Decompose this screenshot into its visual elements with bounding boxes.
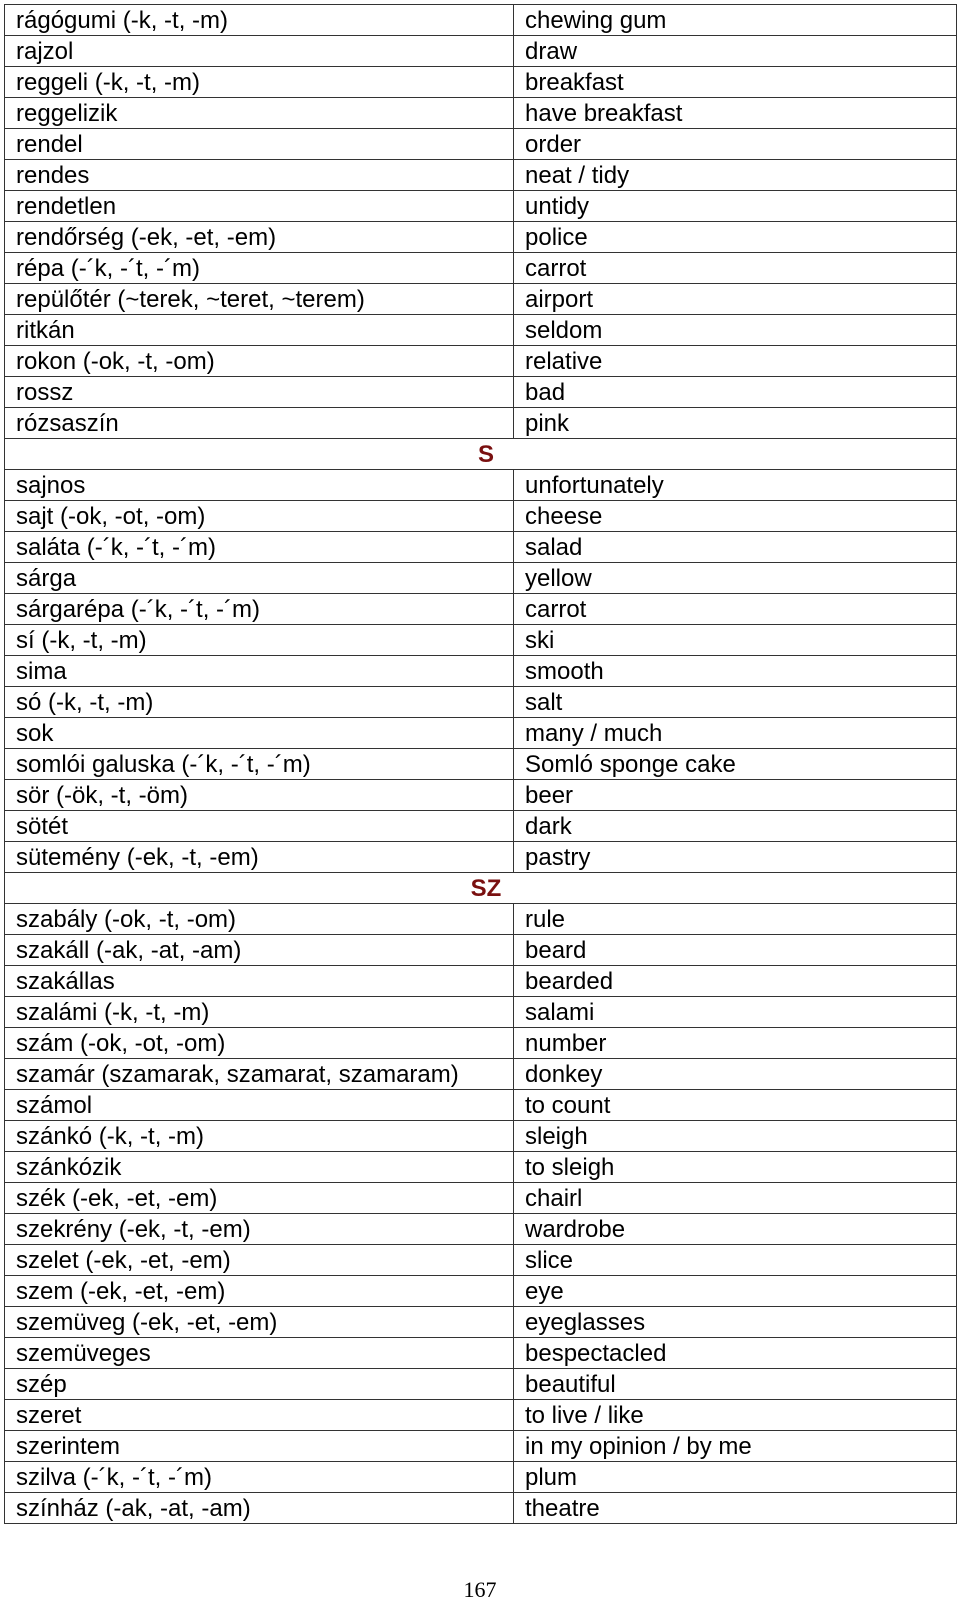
english-translation: cheese bbox=[514, 501, 957, 532]
vocab-row bbox=[5, 687, 957, 718]
vocab-row bbox=[5, 501, 957, 532]
english-translation: donkey bbox=[514, 1059, 957, 1090]
vocab-row bbox=[5, 1338, 957, 1369]
vocab-row bbox=[5, 842, 957, 873]
hungarian-term: sütemény (-ek, -t, -em) bbox=[5, 842, 514, 873]
vocab-row bbox=[5, 377, 957, 408]
vocab-row bbox=[5, 1493, 957, 1524]
vocab-row bbox=[5, 315, 957, 346]
hungarian-term: sí (-k, -t, -m) bbox=[5, 625, 514, 656]
vocab-row bbox=[5, 222, 957, 253]
hungarian-term: szakáll (-ak, -at, -am) bbox=[5, 935, 514, 966]
vocab-row bbox=[5, 346, 957, 377]
vocab-row bbox=[5, 811, 957, 842]
vocab-row bbox=[5, 563, 957, 594]
english-translation: have breakfast bbox=[514, 98, 957, 129]
english-translation: rule bbox=[514, 904, 957, 935]
hungarian-term: rendőrség (-ek, -et, -em) bbox=[5, 222, 514, 253]
vocab-row bbox=[5, 1090, 957, 1121]
english-translation: to sleigh bbox=[514, 1152, 957, 1183]
vocab-row bbox=[5, 904, 957, 935]
english-translation: chairl bbox=[514, 1183, 957, 1214]
hungarian-term: rendetlen bbox=[5, 191, 514, 222]
english-translation: to live / like bbox=[514, 1400, 957, 1431]
english-translation: salad bbox=[514, 532, 957, 563]
english-translation: bad bbox=[514, 377, 957, 408]
hungarian-term: szánkózik bbox=[5, 1152, 514, 1183]
english-translation: dark bbox=[514, 811, 957, 842]
hungarian-term: sok bbox=[5, 718, 514, 749]
vocab-row bbox=[5, 1183, 957, 1214]
english-translation: Somló sponge cake bbox=[514, 749, 957, 780]
hungarian-term: rágógumi (-k, -t, -m) bbox=[5, 5, 514, 36]
english-translation: many / much bbox=[514, 718, 957, 749]
english-translation: breakfast bbox=[514, 67, 957, 98]
hungarian-term: színház (-ak, -at, -am) bbox=[5, 1493, 514, 1524]
hungarian-term: sajnos bbox=[5, 470, 514, 501]
hungarian-term: rendel bbox=[5, 129, 514, 160]
vocabulary-table bbox=[4, 4, 957, 1524]
english-translation: airport bbox=[514, 284, 957, 315]
hungarian-term: rokon (-ok, -t, -om) bbox=[5, 346, 514, 377]
hungarian-term: szép bbox=[5, 1369, 514, 1400]
vocab-row bbox=[5, 1121, 957, 1152]
vocab-row bbox=[5, 470, 957, 501]
english-translation: salami bbox=[514, 997, 957, 1028]
vocabulary-table-body bbox=[5, 5, 957, 1524]
hungarian-term: rózsaszín bbox=[5, 408, 514, 439]
vocab-row bbox=[5, 1307, 957, 1338]
english-translation: slice bbox=[514, 1245, 957, 1276]
english-translation: chewing gum bbox=[514, 5, 957, 36]
hungarian-term: só (-k, -t, -m) bbox=[5, 687, 514, 718]
hungarian-term: szám (-ok, -ot, -om) bbox=[5, 1028, 514, 1059]
vocab-row bbox=[5, 1431, 957, 1462]
hungarian-term: szalámi (-k, -t, -m) bbox=[5, 997, 514, 1028]
vocab-row bbox=[5, 997, 957, 1028]
english-translation: eye bbox=[514, 1276, 957, 1307]
section-header-row bbox=[5, 873, 957, 904]
english-translation: bespectacled bbox=[514, 1338, 957, 1369]
hungarian-term: sötét bbox=[5, 811, 514, 842]
vocab-row bbox=[5, 532, 957, 563]
hungarian-term: szék (-ek, -et, -em) bbox=[5, 1183, 514, 1214]
vocab-row bbox=[5, 718, 957, 749]
english-translation: smooth bbox=[514, 656, 957, 687]
vocab-row bbox=[5, 408, 957, 439]
vocab-row bbox=[5, 1400, 957, 1431]
vocab-row bbox=[5, 253, 957, 284]
english-translation: neat / tidy bbox=[514, 160, 957, 191]
hungarian-term: szemüveges bbox=[5, 1338, 514, 1369]
hungarian-term: répa (-´k, -´t, -´m) bbox=[5, 253, 514, 284]
english-translation: bearded bbox=[514, 966, 957, 997]
english-translation: beautiful bbox=[514, 1369, 957, 1400]
vocab-row bbox=[5, 129, 957, 160]
hungarian-term: szánkó (-k, -t, -m) bbox=[5, 1121, 514, 1152]
english-translation: sleigh bbox=[514, 1121, 957, 1152]
english-translation: seldom bbox=[514, 315, 957, 346]
hungarian-term: szeret bbox=[5, 1400, 514, 1431]
section-header-row bbox=[5, 439, 957, 470]
english-translation: beer bbox=[514, 780, 957, 811]
hungarian-term: sárgarépa (-´k, -´t, -´m) bbox=[5, 594, 514, 625]
english-translation: number bbox=[514, 1028, 957, 1059]
hungarian-term: sárga bbox=[5, 563, 514, 594]
hungarian-term: sima bbox=[5, 656, 514, 687]
section-letter: SZ bbox=[5, 873, 957, 904]
english-translation: relative bbox=[514, 346, 957, 377]
english-translation: untidy bbox=[514, 191, 957, 222]
hungarian-term: ritkán bbox=[5, 315, 514, 346]
hungarian-term: rossz bbox=[5, 377, 514, 408]
hungarian-term: szakállas bbox=[5, 966, 514, 997]
vocab-row bbox=[5, 1276, 957, 1307]
hungarian-term: szekrény (-ek, -t, -em) bbox=[5, 1214, 514, 1245]
english-translation: pastry bbox=[514, 842, 957, 873]
english-translation: eyeglasses bbox=[514, 1307, 957, 1338]
english-translation: draw bbox=[514, 36, 957, 67]
english-translation: beard bbox=[514, 935, 957, 966]
hungarian-term: szem (-ek, -et, -em) bbox=[5, 1276, 514, 1307]
hungarian-term: sör (-ök, -t, -öm) bbox=[5, 780, 514, 811]
vocab-row bbox=[5, 36, 957, 67]
hungarian-term: repülőtér (~terek, ~teret, ~terem) bbox=[5, 284, 514, 315]
english-translation: police bbox=[514, 222, 957, 253]
hungarian-term: saláta (-´k, -´t, -´m) bbox=[5, 532, 514, 563]
vocab-row bbox=[5, 1059, 957, 1090]
hungarian-term: rendes bbox=[5, 160, 514, 191]
hungarian-term: rajzol bbox=[5, 36, 514, 67]
hungarian-term: szabály (-ok, -t, -om) bbox=[5, 904, 514, 935]
hungarian-term: szilva (-´k, -´t, -´m) bbox=[5, 1462, 514, 1493]
vocab-row bbox=[5, 935, 957, 966]
english-translation: in my opinion / by me bbox=[514, 1431, 957, 1462]
hungarian-term: szelet (-ek, -et, -em) bbox=[5, 1245, 514, 1276]
english-translation: wardrobe bbox=[514, 1214, 957, 1245]
hungarian-term: sajt (-ok, -ot, -om) bbox=[5, 501, 514, 532]
english-translation: unfortunately bbox=[514, 470, 957, 501]
vocab-row bbox=[5, 625, 957, 656]
vocab-row bbox=[5, 1369, 957, 1400]
vocab-row bbox=[5, 284, 957, 315]
vocab-row bbox=[5, 1152, 957, 1183]
section-letter: S bbox=[5, 439, 957, 470]
hungarian-term: reggelizik bbox=[5, 98, 514, 129]
hungarian-term: szerintem bbox=[5, 1431, 514, 1462]
english-translation: order bbox=[514, 129, 957, 160]
hungarian-term: somlói galuska (-´k, -´t, -´m) bbox=[5, 749, 514, 780]
english-translation: theatre bbox=[514, 1493, 957, 1524]
hungarian-term: számol bbox=[5, 1090, 514, 1121]
hungarian-term: szamár (szamarak, szamarat, szamaram) bbox=[5, 1059, 514, 1090]
hungarian-term: reggeli (-k, -t, -m) bbox=[5, 67, 514, 98]
vocab-row bbox=[5, 67, 957, 98]
vocab-row bbox=[5, 749, 957, 780]
english-translation: carrot bbox=[514, 594, 957, 625]
vocab-row bbox=[5, 656, 957, 687]
vocab-row bbox=[5, 1462, 957, 1493]
english-translation: yellow bbox=[514, 563, 957, 594]
hungarian-term: szemüveg (-ek, -et, -em) bbox=[5, 1307, 514, 1338]
page-number: 167 bbox=[463, 1577, 497, 1602]
vocab-row bbox=[5, 966, 957, 997]
vocab-row bbox=[5, 1214, 957, 1245]
english-translation: salt bbox=[514, 687, 957, 718]
english-translation: pink bbox=[514, 408, 957, 439]
vocab-row bbox=[5, 160, 957, 191]
vocab-row bbox=[5, 594, 957, 625]
vocab-row bbox=[5, 98, 957, 129]
english-translation: ski bbox=[514, 625, 957, 656]
vocab-row bbox=[5, 191, 957, 222]
vocab-row bbox=[5, 1245, 957, 1276]
english-translation: plum bbox=[514, 1462, 957, 1493]
english-translation: to count bbox=[514, 1090, 957, 1121]
vocab-row bbox=[5, 1028, 957, 1059]
vocab-row bbox=[5, 780, 957, 811]
vocab-row bbox=[5, 5, 957, 36]
english-translation: carrot bbox=[514, 253, 957, 284]
